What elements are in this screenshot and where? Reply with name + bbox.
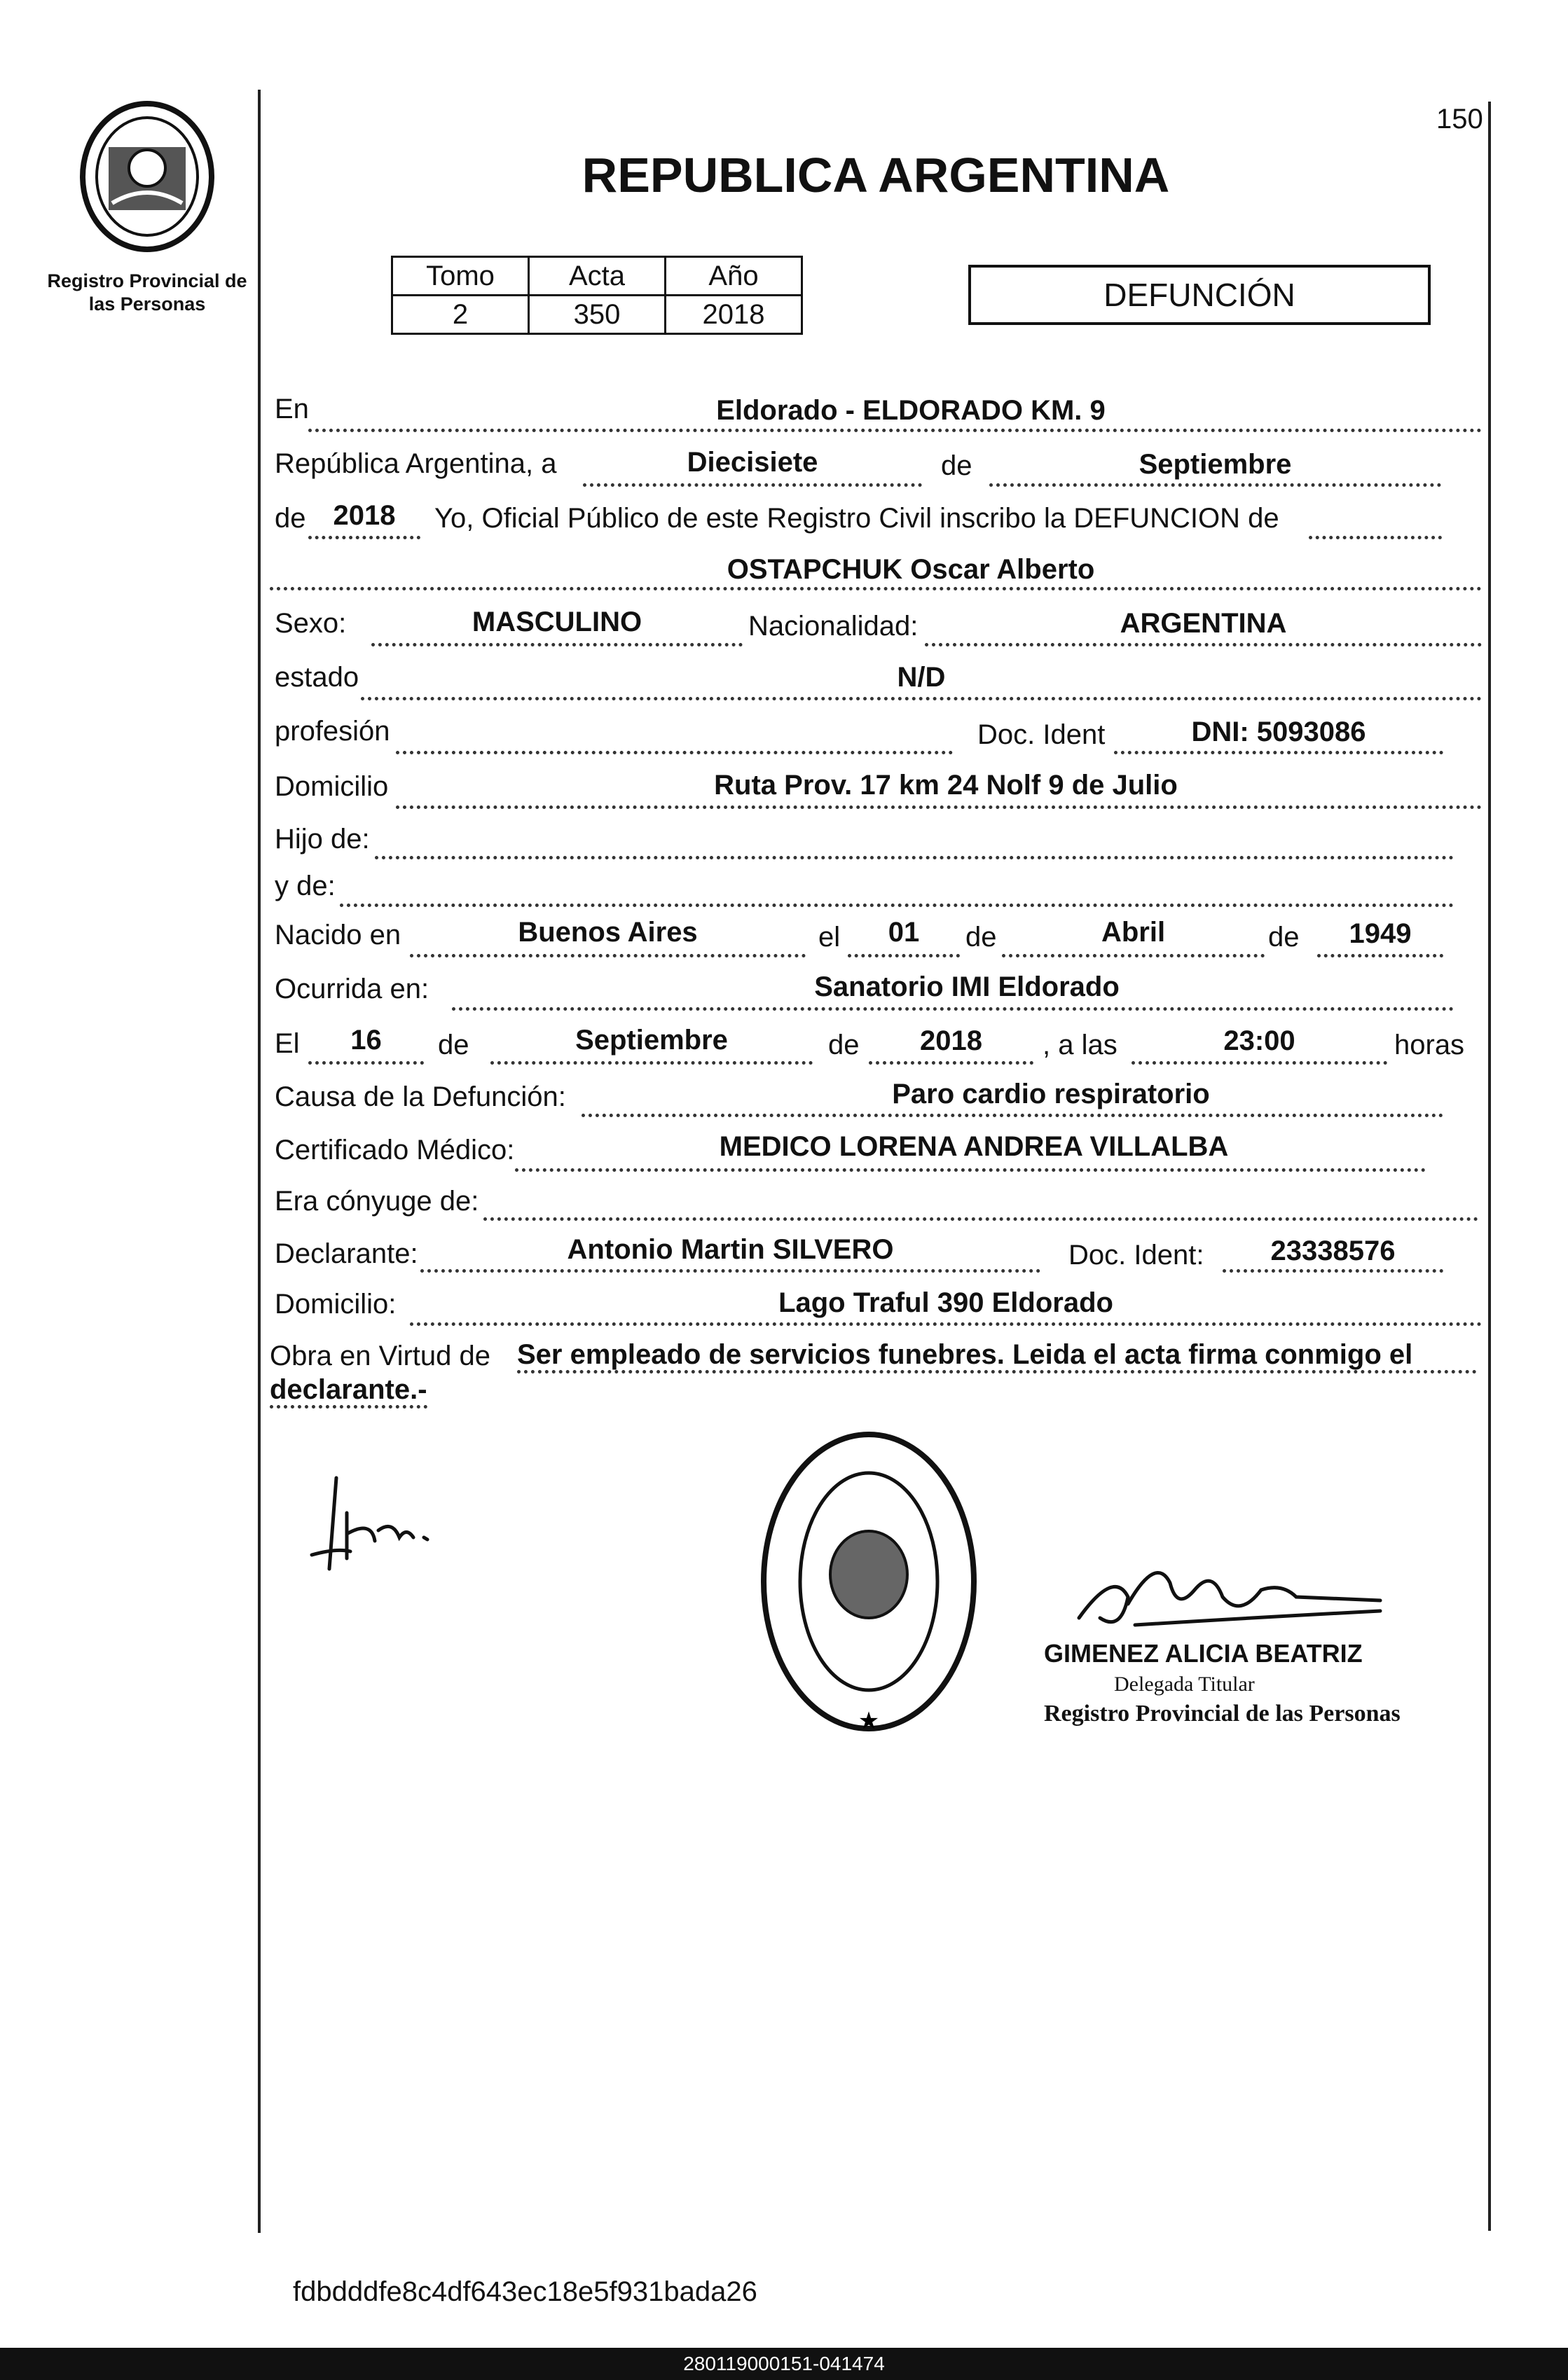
label-sexo: Sexo: bbox=[275, 608, 347, 639]
address-value: Ruta Prov. 17 km 24 Nolf 9 de Julio bbox=[714, 770, 1178, 801]
dotted-line bbox=[1114, 751, 1443, 754]
table-value-ano: 2018 bbox=[666, 296, 802, 334]
official-office: Registro Provincial de las Personas bbox=[1044, 1701, 1401, 1727]
nationality-value: ARGENTINA bbox=[1120, 608, 1287, 639]
dotted-line bbox=[989, 483, 1441, 487]
register-table-values bbox=[392, 296, 802, 334]
dotted-line bbox=[410, 1322, 1482, 1326]
virtue-value-line2: declarante.- bbox=[270, 1374, 427, 1409]
civil-status-value: N/D bbox=[897, 662, 946, 693]
dotted-line bbox=[515, 1168, 1426, 1172]
dotted-line bbox=[583, 483, 922, 487]
death-time-value: 23:00 bbox=[1223, 1025, 1295, 1056]
dotted-line bbox=[308, 1061, 424, 1065]
dotted-line bbox=[582, 1114, 1443, 1117]
label-causa: Causa de la Defunción: bbox=[275, 1081, 566, 1112]
label-nacido-en: Nacido en bbox=[275, 920, 401, 950]
death-month-value: Septiembre bbox=[575, 1025, 728, 1056]
dotted-line bbox=[375, 856, 1454, 859]
dotted-line bbox=[396, 751, 953, 754]
medical-cert-value: MEDICO LORENA ANDREA VILLALBA bbox=[719, 1131, 1229, 1162]
table-header-acta: Acta bbox=[529, 257, 666, 296]
label-certificado: Certificado Médico: bbox=[275, 1135, 515, 1165]
dotted-line bbox=[1223, 1269, 1443, 1273]
label-republica: República Argentina, a bbox=[275, 448, 557, 479]
death-place-value: Sanatorio IMI Eldorado bbox=[814, 971, 1120, 1002]
label-horas: horas bbox=[1394, 1030, 1465, 1060]
label-y-de: y de: bbox=[275, 871, 336, 901]
label-domicilio-declarante: Domicilio: bbox=[275, 1289, 397, 1320]
dotted-line bbox=[396, 805, 1482, 809]
label-a-las: , a las bbox=[1043, 1030, 1117, 1060]
dotted-line bbox=[371, 643, 743, 646]
birth-place-value: Buenos Aires bbox=[518, 917, 698, 948]
label-de: de bbox=[438, 1030, 469, 1060]
label-de: de bbox=[275, 503, 306, 534]
table-value-acta: 350 bbox=[529, 296, 666, 334]
dotted-line bbox=[452, 1007, 1454, 1011]
label-nacionalidad: Nacionalidad: bbox=[748, 611, 919, 642]
birth-day-value: 01 bbox=[888, 917, 920, 948]
dotted-line bbox=[869, 1061, 1033, 1065]
birth-month-value: Abril bbox=[1101, 917, 1166, 948]
sex-value: MASCULINO bbox=[472, 607, 642, 637]
label-ocurrida-en: Ocurrida en: bbox=[275, 974, 429, 1004]
virtue-value-line1: Ser empleado de servicios funebres. Leida el acta firma conmigo el bbox=[517, 1339, 1477, 1374]
label-hijo-de: Hijo de: bbox=[275, 824, 370, 855]
place-value: Eldorado - ELDORADO KM. 9 bbox=[716, 395, 1106, 426]
table-value-tomo: 2 bbox=[392, 296, 529, 334]
label-de: de bbox=[828, 1030, 860, 1060]
reg-year-value: 2018 bbox=[333, 500, 396, 531]
page-title: REPUBLICA ARGENTINA bbox=[582, 148, 1170, 202]
dotted-line bbox=[270, 587, 1482, 590]
label-declarante: Declarante: bbox=[275, 1238, 418, 1269]
label-el-cap: El bbox=[275, 1028, 300, 1059]
label-profesion: profesión bbox=[275, 716, 390, 747]
label-yo-oficial: Yo, Oficial Público de este Registro Civil inscribo la DEFUNCION de bbox=[434, 503, 1279, 534]
label-doc-ident-declarante: Doc. Ident: bbox=[1068, 1240, 1204, 1271]
label-de: de bbox=[941, 450, 972, 481]
label-estado: estado bbox=[275, 662, 359, 693]
record-type-box: DEFUNCIÓN bbox=[968, 265, 1431, 325]
label-en: En bbox=[275, 394, 309, 424]
dotted-line bbox=[490, 1061, 813, 1065]
dotted-line bbox=[1317, 954, 1443, 957]
register-table-header bbox=[392, 257, 802, 296]
right-margin-line bbox=[1488, 102, 1491, 2231]
province-emblem bbox=[77, 98, 217, 256]
registry-name: Registro Provincial de las Personas bbox=[47, 270, 247, 314]
label-obra: Obra en Virtud de bbox=[270, 1341, 491, 1371]
dotted-line bbox=[410, 954, 806, 957]
cause-value: Paro cardio respiratorio bbox=[892, 1079, 1210, 1109]
dotted-line bbox=[420, 1269, 1040, 1273]
declarant-value: Antonio Martin SILVERO bbox=[567, 1234, 894, 1265]
dotted-line bbox=[340, 904, 1454, 907]
declarant-signature bbox=[308, 1471, 448, 1583]
dotted-line bbox=[483, 1217, 1478, 1221]
dotted-line bbox=[361, 697, 1482, 700]
dotted-line bbox=[1002, 954, 1265, 957]
label-domicilio: Domicilio bbox=[275, 771, 389, 802]
label-conyuge: Era cónyuge de: bbox=[275, 1186, 479, 1217]
label-el: el bbox=[818, 922, 841, 953]
official-stamp bbox=[755, 1422, 983, 1741]
birth-year-value: 1949 bbox=[1349, 918, 1412, 949]
label-doc-ident: Doc. Ident bbox=[977, 719, 1106, 750]
death-year-value: 2018 bbox=[920, 1025, 982, 1056]
dotted-line bbox=[308, 536, 420, 539]
deceased-name-value: OSTAPCHUK Oscar Alberto bbox=[727, 554, 1095, 585]
dotted-line bbox=[848, 954, 960, 957]
dotted-line bbox=[308, 429, 1482, 432]
label-de: de bbox=[1268, 922, 1300, 953]
footer-barcode-bar bbox=[0, 2348, 1568, 2380]
death-day-value: 16 bbox=[350, 1025, 382, 1056]
dotted-line bbox=[925, 643, 1482, 646]
reg-month-value: Septiembre bbox=[1139, 449, 1292, 480]
reg-day-value: Diecisiete bbox=[687, 447, 818, 478]
footer-barcode-text: 280119000151-041474 bbox=[683, 2353, 885, 2374]
official-name: GIMENEZ ALICIA BEATRIZ bbox=[1044, 1639, 1363, 1668]
official-signature bbox=[1072, 1541, 1394, 1639]
dotted-line bbox=[1309, 536, 1442, 539]
official-role: Delegada Titular bbox=[1114, 1673, 1255, 1696]
declarant-doc-value: 23338576 bbox=[1270, 1236, 1396, 1266]
doc-id-value: DNI: 5093086 bbox=[1191, 717, 1366, 747]
svg-text:★: ★ bbox=[858, 1707, 880, 1735]
label-de: de bbox=[965, 922, 997, 953]
table-header-tomo: Tomo bbox=[392, 257, 529, 296]
table-header-ano: Año bbox=[666, 257, 802, 296]
register-table bbox=[391, 256, 803, 335]
document-hash: fdbdddfe8c4df643ec18e5f931bada26 bbox=[293, 2276, 757, 2307]
declarant-address-value: Lago Traful 390 Eldorado bbox=[778, 1287, 1113, 1318]
page-number: 150 bbox=[1436, 104, 1483, 134]
dotted-line bbox=[1132, 1061, 1387, 1065]
left-margin-line bbox=[258, 90, 261, 2233]
